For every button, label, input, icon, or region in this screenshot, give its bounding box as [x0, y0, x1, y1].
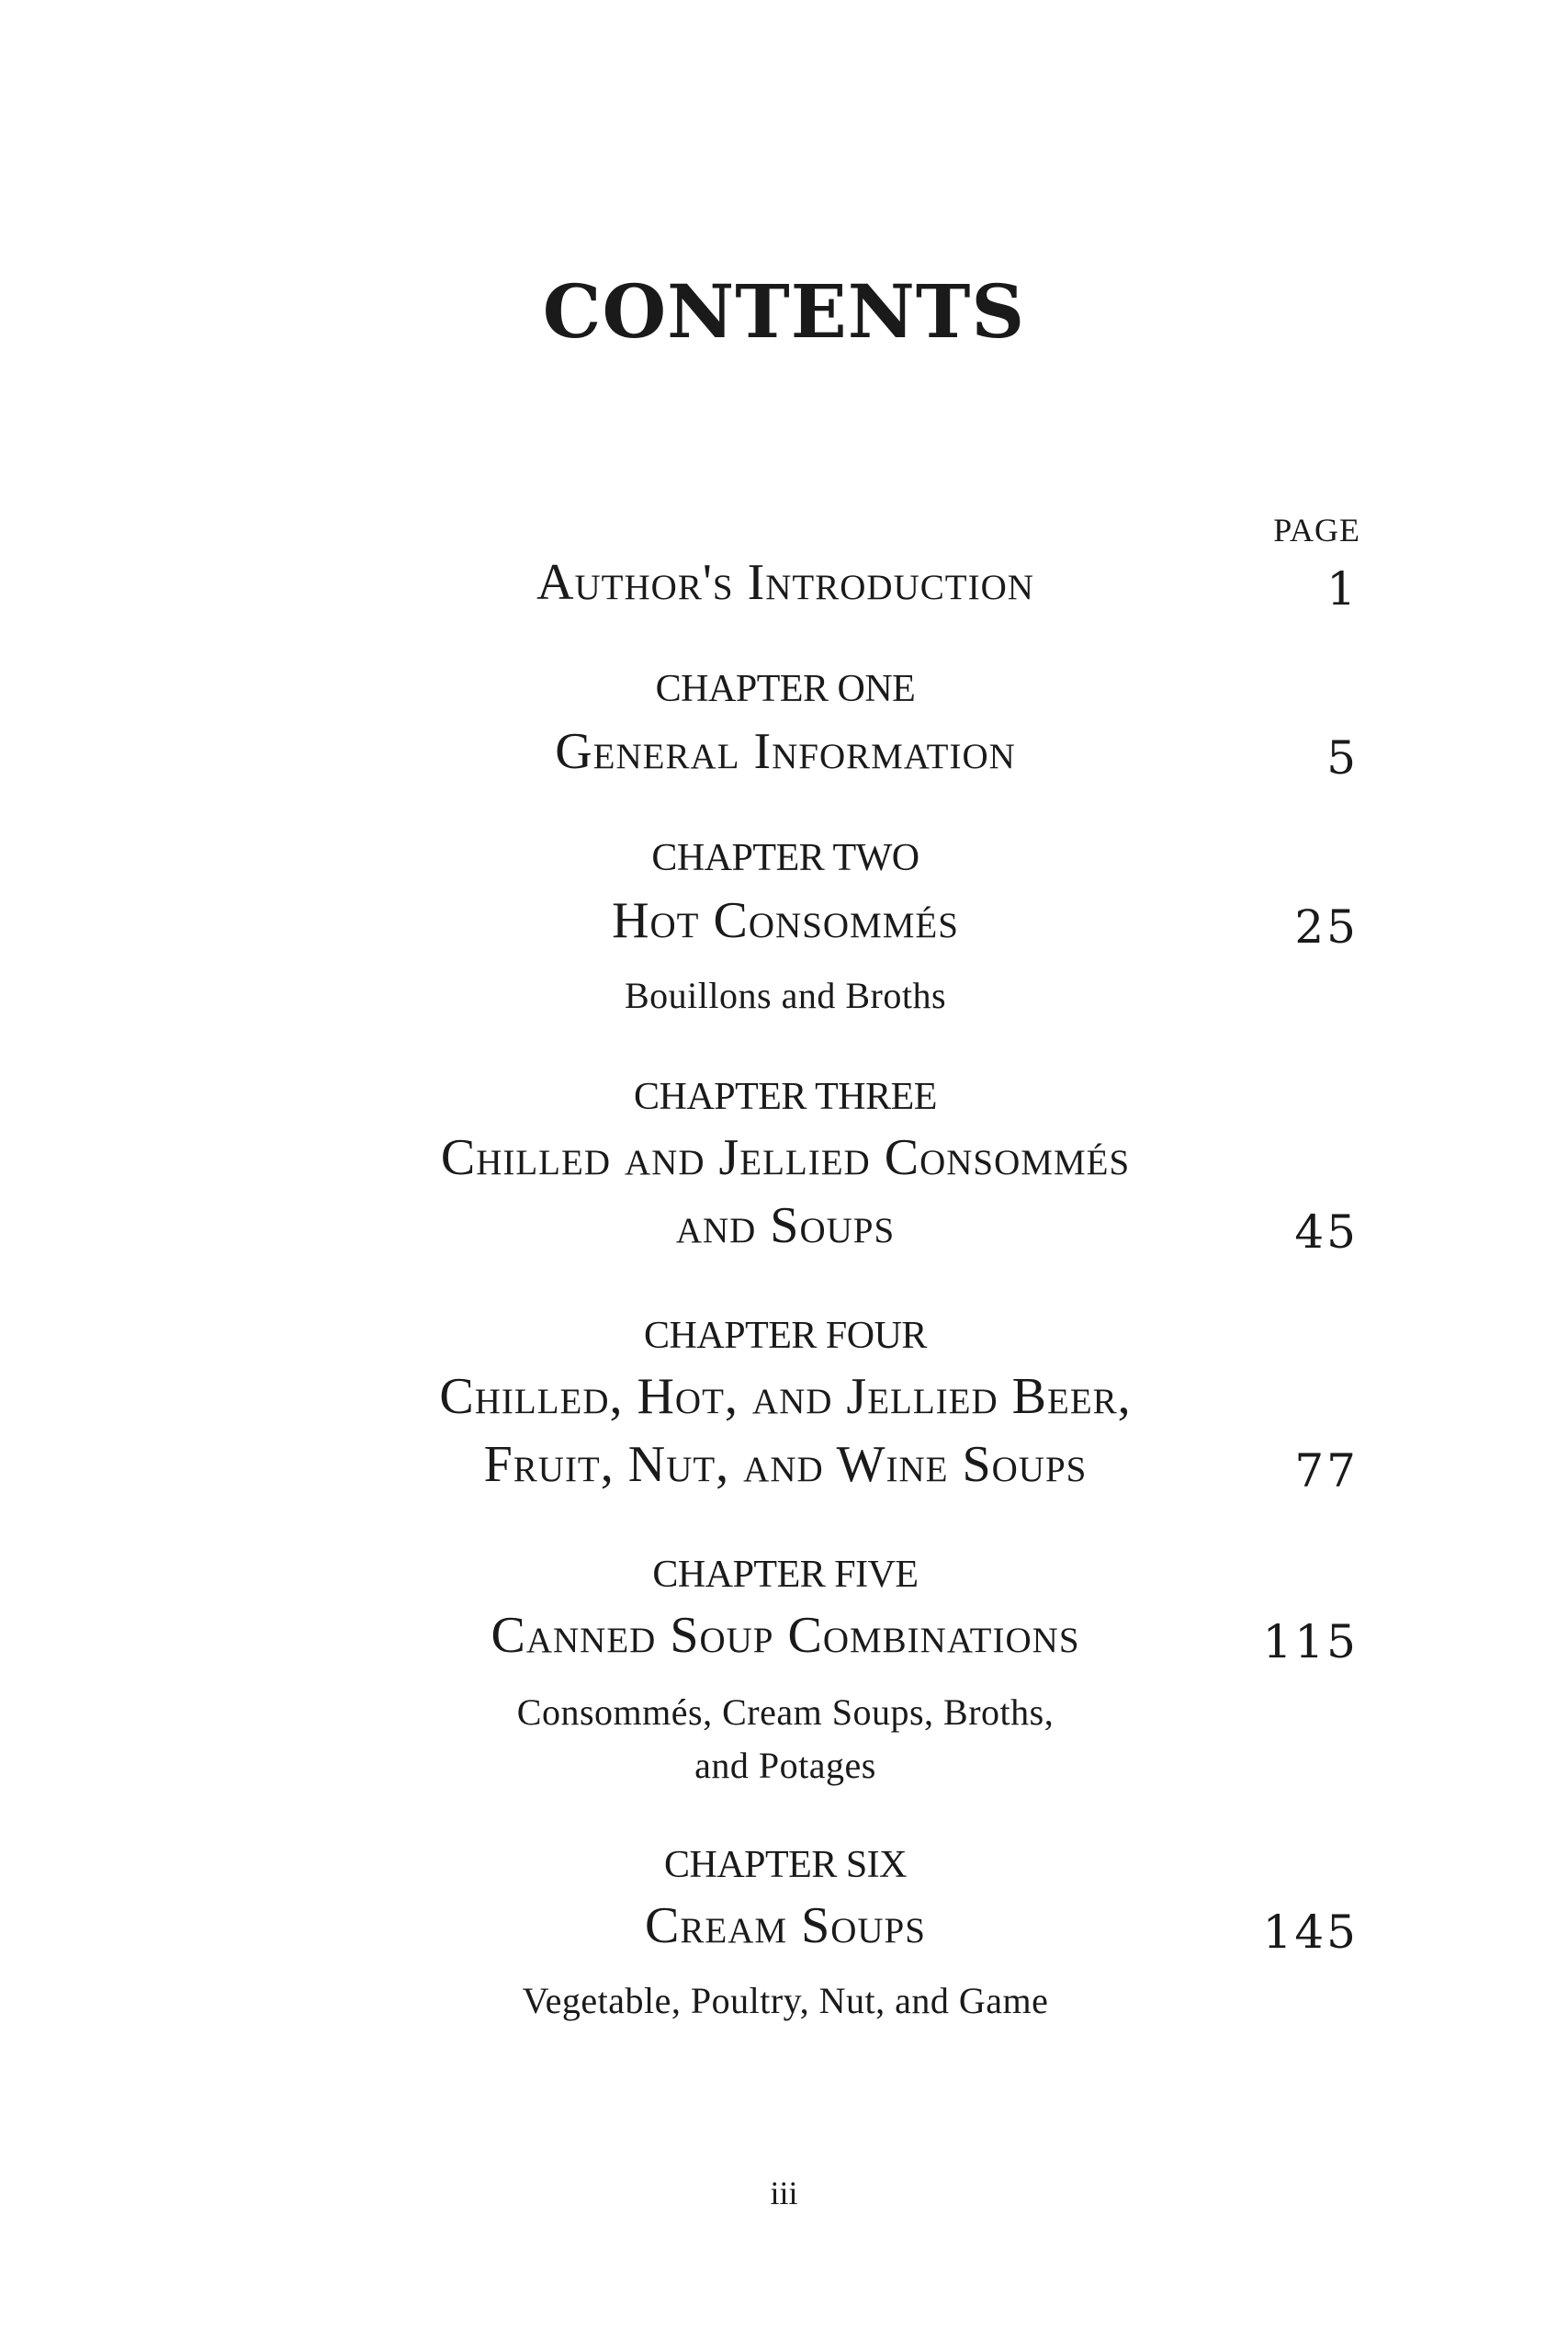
chapter-title: Fruit, Nut, and Wine Soups	[483, 1436, 1088, 1493]
chapter-title: Hot Consommés	[612, 892, 959, 949]
chapter-title: and Soups	[675, 1197, 896, 1254]
chapter-label: CHAPTER FIVE	[652, 1554, 919, 1596]
intro-title: Author's Introduction	[536, 554, 1034, 611]
intro-page-number: 1	[1326, 562, 1359, 616]
chapter-label: CHAPTER ONE	[655, 668, 916, 710]
chapter-subtitle: and Potages	[694, 1745, 876, 1786]
chapter-label: CHAPTER THREE	[634, 1076, 937, 1118]
page-title: CONTENTS	[542, 268, 1026, 355]
folio-page-number: iii	[770, 2175, 798, 2211]
chapter-title: Cream Soups	[645, 1897, 926, 1954]
chapter-title: General Information	[555, 723, 1016, 780]
chapter-page-number: 115	[1262, 1615, 1359, 1668]
chapter-subtitle: Bouillons and Broths	[624, 975, 947, 1016]
chapter-page-number: 45	[1294, 1205, 1359, 1259]
chapter-page-number: 77	[1294, 1444, 1359, 1498]
chapter-subtitle: Vegetable, Poultry, Nut, and Game	[522, 1980, 1049, 2021]
chapter-page-number: 145	[1262, 1905, 1359, 1959]
chapter-label: CHAPTER SIX	[663, 1844, 908, 1886]
chapter-title: Canned Soup Combinations	[491, 1607, 1080, 1664]
chapter-label: CHAPTER FOUR	[644, 1315, 927, 1357]
chapter-title: Chilled and Jellied Consommés	[440, 1129, 1131, 1186]
page-column-label: PAGE	[1273, 512, 1360, 548]
chapter-page-number: 5	[1326, 731, 1359, 785]
chapter-label: CHAPTER TWO	[651, 837, 919, 879]
chapter-title: Chilled, Hot, and Jellied Beer,	[439, 1368, 1132, 1425]
chapter-page-number: 25	[1294, 900, 1359, 954]
chapter-subtitle: Consommés, Cream Soups, Broths,	[516, 1691, 1055, 1733]
